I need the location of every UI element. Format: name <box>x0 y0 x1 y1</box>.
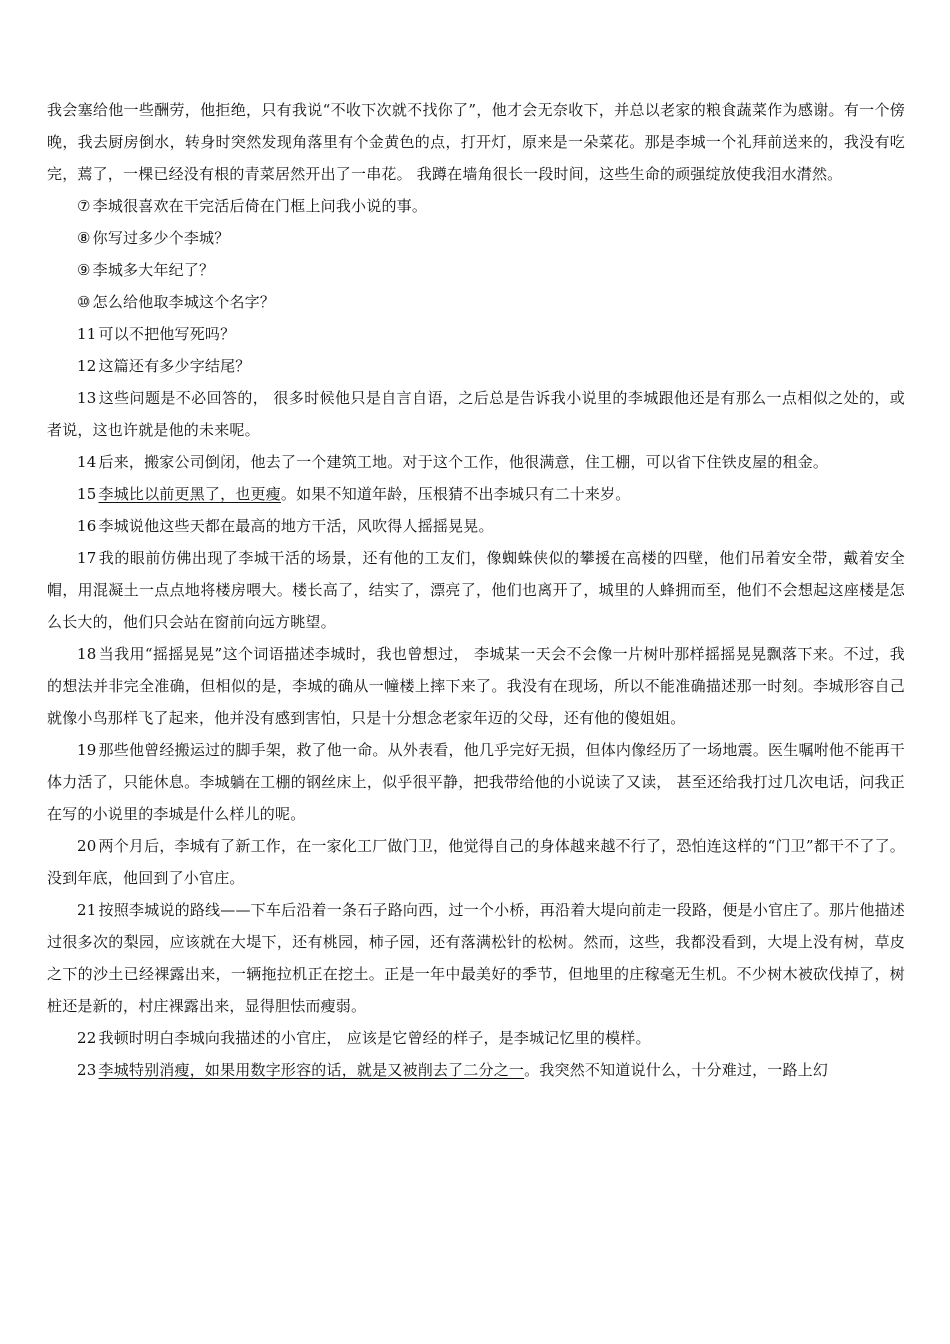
paragraph-text: 那些他曾经搬运过的脚手架，救了他一命。从外表看，他几乎完好无损，但体内像经历了一场地震。医生嘱咐他不能再干体力活了，只能休息。李城躺在工棚的钢丝床上，似乎很平静，把我带给他的小说读了又读， 甚至还给我打过几次电话，问我正在写的小说里的李城是什么样儿的呢。 <box>47 741 905 823</box>
paragraph-number: ⑦ <box>77 197 91 215</box>
paragraph-23 <box>47 1054 905 1086</box>
paragraph-number: 16 <box>77 517 97 535</box>
paragraph-number: 23 <box>77 1061 97 1079</box>
paragraph-13 <box>47 382 905 446</box>
paragraph-10 <box>47 286 905 318</box>
paragraph-7 <box>47 190 905 222</box>
paragraph-21 <box>47 894 905 1022</box>
paragraph-20 <box>47 830 905 894</box>
paragraph-8 <box>47 222 905 254</box>
underlined-sentence: 李城比以前更黑了，也更瘦 <box>98 485 281 503</box>
paragraph-17 <box>47 542 905 638</box>
paragraph-number: 19 <box>77 741 97 759</box>
paragraph-text: 。如果不知道年龄，压根猜不出李城只有二十来岁。 <box>280 485 631 503</box>
paragraph-number: ⑨ <box>77 261 91 279</box>
paragraph-number: 12 <box>77 357 97 375</box>
paragraph-11 <box>47 318 905 350</box>
paragraph-number: 20 <box>77 837 97 855</box>
paragraph-number: 13 <box>77 389 97 407</box>
underlined-sentence: 李城特别消瘦，如果用数字形容的话，就是又被削去了二分之一 <box>98 1061 525 1079</box>
paragraph-18 <box>47 638 905 734</box>
paragraph-number: ⑧ <box>77 229 91 247</box>
paragraph-number: 21 <box>77 901 97 919</box>
paragraph-number: 22 <box>77 1029 97 1047</box>
paragraph-text: 我顿时明白李城向我描述的小官庄， 应该是它曾经的样子，是李城记忆里的模样。 <box>98 1029 651 1047</box>
paragraph-text: 。我突然不知道说什么，十分难过，一路上幻 <box>524 1061 829 1079</box>
paragraph-15 <box>47 478 905 510</box>
paragraph-9 <box>47 254 905 286</box>
paragraph-text: 你写过多少个李城？ <box>92 229 230 247</box>
paragraph-continued: 我会塞给他一些酬劳，他拒绝，只有我说“不收下次就不找你了”，他才会无奈收下，并总以老家的粮食蔬菜作为感谢。有一个傍晚，我去厨房倒水，转身时突然发现角落里有个金黄色的点，打开灯，原来是一朵菜花。那是李城一个礼拜前送来的，我没有吃完，蔫了，一棵已经没有根的青菜居然开出了一串花。 我蹲在墙角很长一段时间，这些生命的顽强绽放使我泪水潸然。 <box>47 101 905 183</box>
paragraph-number: 14 <box>77 453 97 471</box>
article-body <box>47 94 905 1086</box>
paragraph-text: 后来，搬家公司倒闭，他去了一个建筑工地。对于这个工作，他很满意，住工棚，可以省下住铁皮屋的租金。 <box>98 453 829 471</box>
paragraph-16 <box>47 510 905 542</box>
paragraph-text: 怎么给他取李城这个名字？ <box>92 293 276 311</box>
paragraph-text: 李城很喜欢在干完活后倚在门框上问我小说的事。 <box>92 197 428 215</box>
paragraph-22 <box>47 1022 905 1054</box>
paragraph-number: 18 <box>77 645 97 663</box>
paragraph-number: 11 <box>77 325 97 343</box>
paragraph-12 <box>47 350 905 382</box>
paragraph-text: 这些问题是不必回答的， 很多时候他只是自言自语，之后总是告诉我小说里的李城跟他还是有那么一点相似之处的，或者说，这也许就是他的未来呢。 <box>47 389 905 439</box>
paragraph-number: ⑩ <box>77 293 91 311</box>
paragraph-text: 李城说他这些天都在最高的地方干活，风吹得人摇摇晃晃。 <box>98 517 494 535</box>
paragraph-14 <box>47 446 905 478</box>
paragraph-number: 17 <box>77 549 97 567</box>
paragraph-text: 按照李城说的路线——下车后沿着一条石子路向西，过一个小桥，再沿着大堤向前走一段路，便是小官庄了。那片他描述过很多次的梨园，应该就在大堤下，还有桃园，柿子园，还有落满松针的松树。然而，这些，我都没看到，大堤上没有树，草皮之下的沙土已经裸露出来，一辆拖拉机正在挖土。正是一年中最美好的季节，但地里的庄稼毫无生机。不少树木被砍伐掉了，树桩还是新的，村庄裸露出来，显得胆怯而瘦弱。 <box>47 901 905 1015</box>
paragraph-19 <box>47 734 905 830</box>
paragraph-number: 15 <box>77 485 97 503</box>
paragraph-text: 当我用“摇摇晃晃”这个词语描述李城时，我也曾想过， 李城某一天会不会像一片树叶那样摇摇晃晃飘落下来。不过，我的想法并非完全准确，但相似的是，李城的确从一幢楼上摔下来了。我没有在现场，所以不能准确描述那一时刻。李城形容自己就像小鸟那样飞了起来，他并没有感到害怕，只是十分想念老家年迈的父母，还有他的傻姐姐。 <box>47 645 905 727</box>
paragraph-text: 我的眼前仿佛出现了李城干活的场景，还有他的工友们，像蜘蛛侠似的攀援在高楼的四壁，他们吊着安全带，戴着安全帽，用混凝土一点点地将楼房喂大。楼长高了，结实了，漂亮了，他们也离开了，城里的人蜂拥而至，他们不会想起这座楼是怎么长大的，他们只会站在窗前向远方眺望。 <box>47 549 905 631</box>
paragraph-text: 李城多大年纪了？ <box>92 261 215 279</box>
paragraph-text: 这篇还有多少字结尾？ <box>98 357 251 375</box>
paragraph-text: 可以不把他写死吗？ <box>98 325 236 343</box>
paragraph-text: 两个月后，李城有了新工作，在一家化工厂做门卫，他觉得自己的身体越来越不行了，恐怕连这样的“门卫”都干不了了。没到年底，他回到了小官庄。 <box>47 837 905 887</box>
